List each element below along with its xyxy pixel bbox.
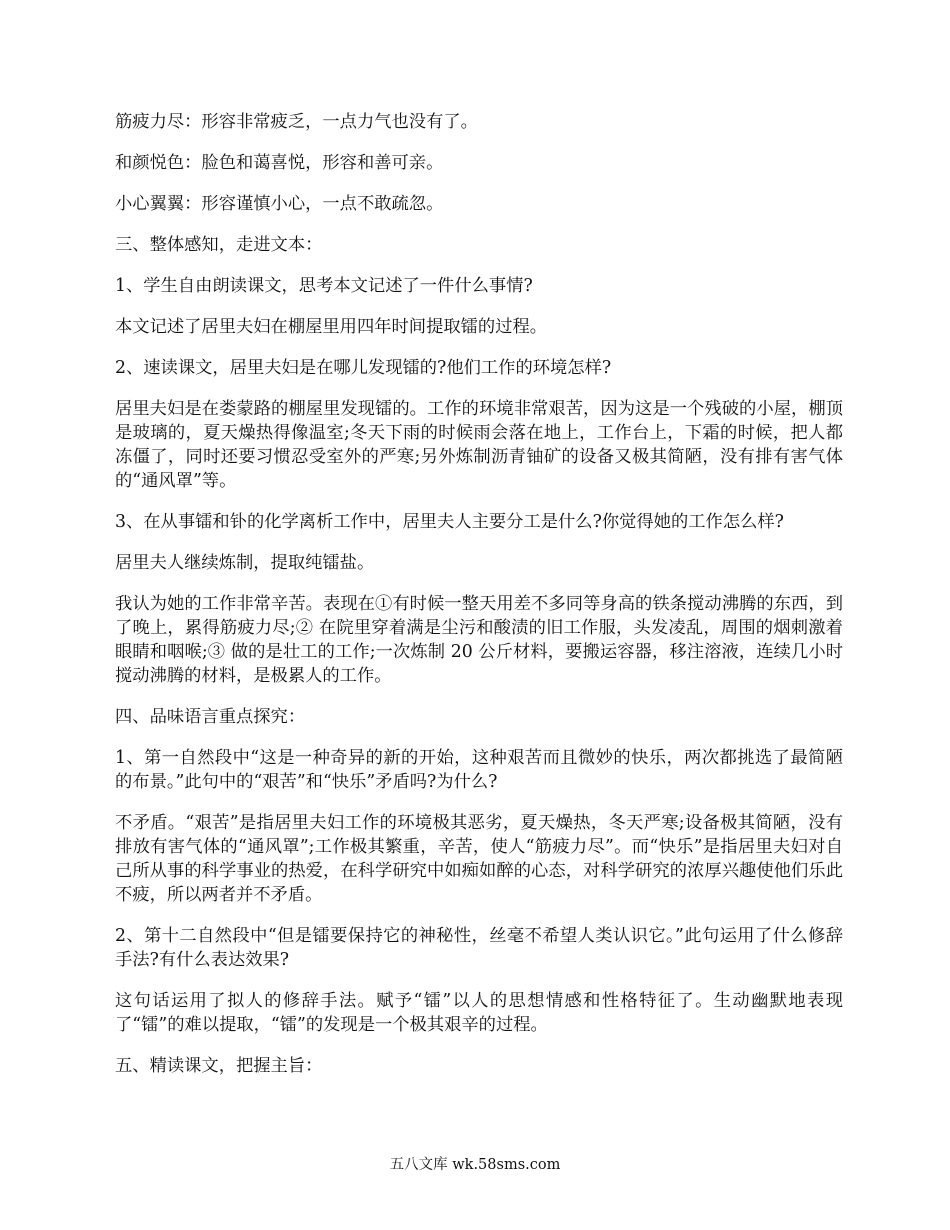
document-body <box>115 110 843 1095</box>
answer-4-2: 这句话运用了拟人的修辞手法。赋予“镭”以人的思想情感和性格特征了。生动幽默地表现了“镭”的难以提取，“镭”的发现是一个极其艰辛的过程。 <box>115 991 843 1035</box>
answer-3-3-b: 我认为她的工作非常辛苦。表现在①有时候一整天用差不多同等身高的铁条搅动沸腾的东西，到了晚上，累得筋疲力尽;② 在院里穿着满是尘污和酸渍的旧工作服，头发凌乱，周围的烟刺激着眼睛和咽喉;③ 做的是壮工的工作;一次炼制 20 公斤材料，要搬运容器，移注溶液，连续几小时搅动沸腾的材料，是极累人的工作。 <box>115 594 843 686</box>
page-footer: 五八文库 wk.58sms.com <box>389 1157 561 1173</box>
answer-3-2: 居里夫妇是在娄蒙路的棚屋里发现镭的。工作的环境非常艰苦，因为这是一个残破的小屋，棚顶是玻璃的，夏天燥热得像温室;冬天下雨的时候雨会落在地上，工作台上，下霜的时候，把人都冻僵了，同时还要习惯忍受室外的严寒;另外炼制沥青铀矿的设备又极其简陋，没有排有害气体的“通风罩”等。 <box>115 399 843 491</box>
definition-heyanyuese: 和颜悦色：脸色和蔼喜悦，形容和善可亲。 <box>115 153 444 173</box>
section-heading-3: 三、整体感知，走进文本： <box>115 235 323 255</box>
question-3-2: 2、速读课文，居里夫妇是在哪儿发现镭的?他们工作的环境怎样? <box>115 358 612 378</box>
question-4-2: 2、第十二自然段中“但是镭要保持它的神秘性，丝毫不希望人类认识它。”此句运用了什么修辞手法?有什么表达效果? <box>115 926 843 970</box>
answer-3-1: 本文记述了居里夫妇在棚屋里用四年时间提取镭的过程。 <box>115 317 548 337</box>
answer-4-1: 不矛盾。“艰苦”是指居里夫妇工作的环境极其恶劣，夏天燥热，冬天严寒;设备极其简陋，没有排放有害气体的“通风罩”;工作极其繁重，辛苦，使人“筋疲力尽”。而“快乐”是指居里夫妇对自己所从事的科学事业的热爱，在科学研究中如痴如醉的心态，对科学研究的浓厚兴趣使他们乐此不疲，所以两者并不矛盾。 <box>115 813 843 905</box>
question-3-1: 1、学生自由朗读课文，思考本文记述了一件什么事情? <box>115 276 533 296</box>
question-4-1: 1、第一自然段中“这是一种奇异的新的开始，这种艰苦而且微妙的快乐，两次都挑选了最简陋的布景。”此句中的“艰苦”和“快乐”矛盾吗?为什么? <box>115 748 843 792</box>
section-heading-5: 五、精读课文，把握主旨： <box>115 1056 323 1076</box>
question-3-3: 3、在从事镭和钋的化学离析工作中，居里夫人主要分工是什么?你觉得她的工作怎么样? <box>115 512 784 532</box>
answer-3-3-a: 居里夫人继续炼制，提取纯镭盐。 <box>115 553 375 573</box>
section-heading-4: 四、品味语言重点探究： <box>115 707 306 727</box>
definition-xiaoxinyiyi: 小心翼翼：形容谨慎小心，一点不敢疏忽。 <box>115 194 444 214</box>
definition-jinpililijin: 筋疲力尽：形容非常疲乏，一点力气也没有了。 <box>115 112 478 132</box>
